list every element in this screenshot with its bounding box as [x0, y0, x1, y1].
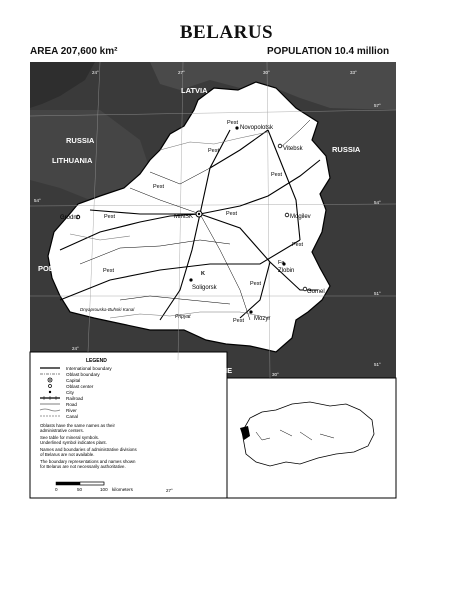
- area-label: AREA 207,600 km²: [30, 46, 118, 57]
- city-label-mogilev: Mogilev: [290, 214, 311, 220]
- legend-item: Canal: [66, 414, 79, 419]
- legend-note: administrative centers.: [40, 428, 84, 433]
- legend-item: Oblast center: [66, 384, 94, 389]
- pest-label: Pest: [292, 242, 304, 248]
- country-label-latvia: LATVIA: [181, 86, 208, 95]
- legend-note: See table for mineral symbols.: [40, 435, 100, 440]
- city-label-zlobin: Zlobin: [278, 268, 295, 274]
- pest-label: Pest: [227, 120, 239, 126]
- city-label-soligorsk: Soligorsk: [192, 285, 217, 291]
- scale-unit: kilometers: [112, 487, 133, 492]
- city-label-mozyr: Mozyr: [254, 316, 271, 322]
- grid-label: 27°: [172, 369, 179, 374]
- legend-note: Underlined symbol indicates plant.: [40, 440, 107, 445]
- legend-note: of Belarus are not available.: [40, 452, 95, 457]
- river-label: Pripyat: [175, 314, 191, 320]
- pest-label: Pest: [233, 318, 245, 324]
- pest-label: Pest: [208, 148, 220, 154]
- country-label-russia-west: RUSSIA: [66, 136, 95, 145]
- population-label: POPULATION 10.4 million: [267, 46, 390, 57]
- iron-label: Fe: [278, 260, 285, 266]
- page-title: BELARUS: [179, 22, 274, 43]
- legend-title: LEGEND: [86, 358, 107, 364]
- grid-label: 51°: [374, 362, 381, 367]
- grid-label: 30°: [272, 372, 279, 377]
- grid-label: 51°: [374, 291, 381, 296]
- legend-item: Capital: [66, 378, 81, 383]
- legend-note: Names and boundaries of administrative divisions: [40, 447, 137, 452]
- city-label-grodno: Grodno: [60, 215, 81, 221]
- city-symbol: [49, 391, 51, 393]
- legend-item: Railroad: [66, 396, 84, 401]
- legend-item: International boundary: [66, 366, 112, 371]
- pest-label: Pest: [153, 184, 165, 190]
- grid-label: 27°: [178, 70, 185, 75]
- grid-label: 54°: [374, 200, 381, 205]
- country-label-ukraine: UKRAINE: [198, 366, 233, 375]
- legend-item: Road: [66, 402, 77, 407]
- grid-label: 57°: [374, 103, 381, 108]
- scale-tick: 50: [77, 487, 83, 492]
- legend-note: The boundary representations and names shown: [40, 459, 136, 464]
- city-label-novopolotsk: Novopolotsk: [240, 125, 274, 131]
- grid-label: 30°: [263, 70, 270, 75]
- scale-tick: 0: [55, 487, 58, 492]
- inset-box: [227, 378, 396, 498]
- city-label-gomel: Gomel: [307, 289, 325, 295]
- city-label-minsk: MINSK: [173, 214, 193, 220]
- pest-label: Pest: [104, 214, 116, 220]
- canal-label: Dnyaprouska-Buhski Kanal: [80, 307, 135, 312]
- country-label-poland: POLAND: [38, 264, 70, 273]
- legend-item: River: [66, 408, 77, 413]
- grid-label: 54°: [34, 198, 41, 203]
- legend-note: for Belarus are not necessarily authoritative.: [40, 464, 126, 469]
- grid-label: 24°: [92, 70, 99, 75]
- legend-item: City: [66, 390, 74, 395]
- grid-label: 27°: [166, 488, 173, 493]
- grid-label: 24°: [72, 346, 79, 351]
- grid-label: 33°: [350, 70, 357, 75]
- country-label-lithuania: LITHUANIA: [52, 156, 93, 165]
- pest-label: Pest: [271, 172, 283, 178]
- legend-item: Oblast boundary: [66, 372, 100, 377]
- country-label-russia-east: RUSSIA: [332, 145, 361, 154]
- potash-label: K: [201, 271, 205, 277]
- scale-tick: 100: [100, 487, 108, 492]
- legend-note: Oblasts have the same names as their: [40, 423, 115, 428]
- pest-label: Pest: [250, 281, 262, 287]
- city-label-vitebsk: Vitebsk: [283, 146, 303, 152]
- pest-label: Pest: [103, 268, 115, 274]
- pest-label: Pest: [226, 211, 238, 217]
- oblast-center-symbol: [49, 385, 52, 388]
